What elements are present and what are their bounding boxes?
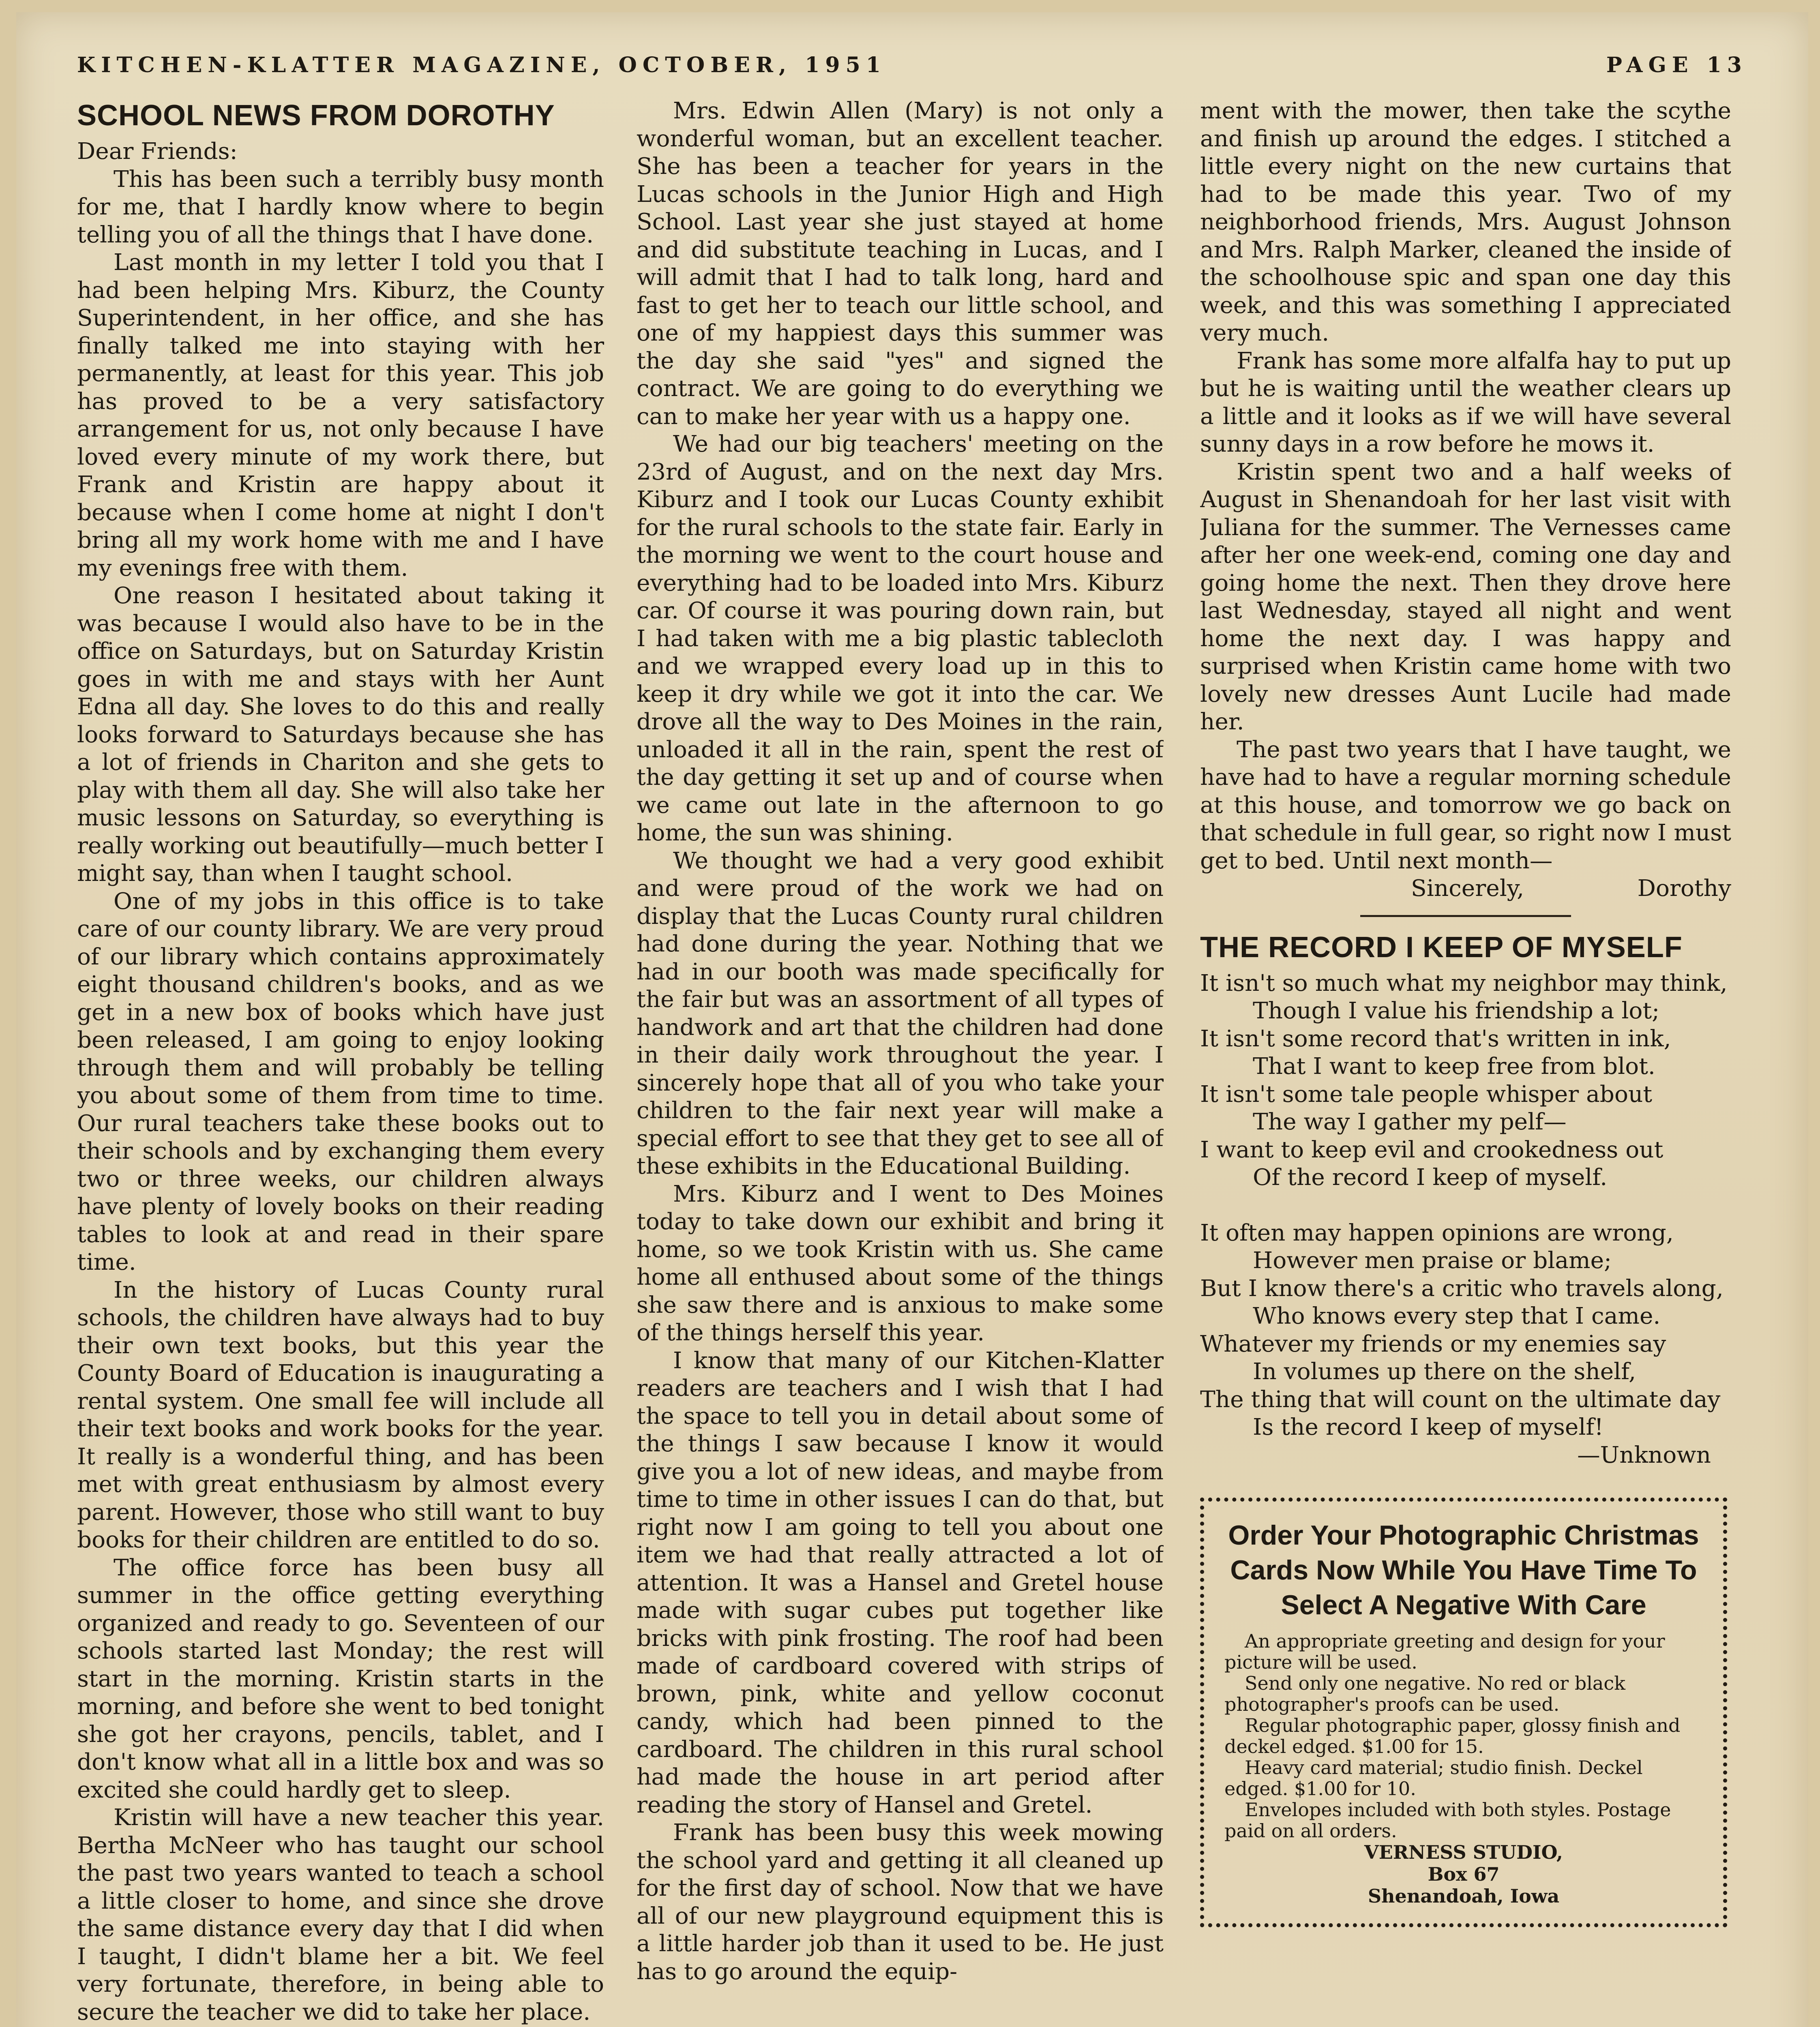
signoff bbox=[1200, 875, 1731, 903]
magazine-page bbox=[16, 12, 1808, 2027]
poem-line: But I know there's a critic who travels along, bbox=[1200, 1275, 1724, 1302]
studio-city: Shenandoah, Iowa bbox=[1368, 1885, 1560, 1907]
poem-line: Is the record I keep of myself! bbox=[1253, 1414, 1604, 1440]
ad-body bbox=[1224, 1631, 1703, 1841]
article-paragraph: Mrs. Edwin Allen (Mary) is not only a wonderful woman, but an excellent teacher. She has been a teacher for years in the Lucas schools in the Junior High and High School. Last year she just stayed at home and did substitute teaching in Lucas, and I will admit that I had to talk long, hard and fast to get her to teach our little school, and one of my happiest days this summer was the day she said "yes" and signed the contract. We are going to do everything we can to make her year with us a happy one. bbox=[637, 98, 1164, 430]
article-paragraph: Kristin spent two and a half weeks of August in Shenandoah for her last visit with Juliana for the summer. The Vernesses came after her one week-end, coming one day and going home the next. Then they drove here last Wednesday, stayed all night and went home the next day. I was happy and surprised when Kristin came home with two lovely new dresses Aunt Lucile had made her. bbox=[1200, 459, 1731, 735]
article-paragraph: In the history of Lucas County rural schools, the children have always had to buy their own text books, but this year the County Board of Education is inaugurating a rental system. One small fee will include all their text books and work books for the year. It really is a wonderful thing, and has been met with great enthusiasm by almost every parent. However, those who still want to buy books for their children are entitled to do so. bbox=[77, 1277, 604, 1553]
article-paragraph: Frank has some more alfalfa hay to put up but he is waiting until the weather clears up a little and it looks as if we will have several sunny days in a row before he mows it. bbox=[1200, 347, 1731, 457]
poem-line: The thing that will count on the ultimate day bbox=[1200, 1386, 1721, 1413]
poem-line: Whatever my friends or my enemies say bbox=[1200, 1331, 1666, 1357]
ad-line: Regular photographic paper, glossy finish and deckel edged. $1.00 for 15. bbox=[1224, 1714, 1681, 1757]
article-paragraph: Kristin will have a new teacher this year. Bertha McNeer who has taught our school the past two years wanted to teach a school a little closer to home, and since she drove the same distance every day that I did when I taught, I didn't blame her a bit. We feel very fortunate, therefore, in being able to secure the teacher we did to take her place. bbox=[77, 1804, 604, 2025]
article-paragraph: One reason I hesitated about taking it was because I would also have to be in the office on Saturdays, but on Saturday Kristin goes in with me and stays with her Aunt Edna all day. She loves to do this and really looks forward to Saturdays because she has a lot of friends in Chariton and she gets to play with them all day. She will also take her music lessons on Saturday, so everything is really working out beautifully—much better I might say, than when I taught school. bbox=[77, 583, 604, 887]
poem-line: It isn't so much what my neighbor may think, bbox=[1200, 970, 1728, 996]
article-continuation: ment with the mower, then take the scythe and finish up around the edges. I stitched a little every night on the new curtains that had to be made this year. Two of my neighborhood friends, Mrs. August Johnson and Mrs. Ralph Marker, cleaned the inside of the schoolhouse spic and span one day this week, and this was something I appreciated very much. bbox=[1200, 98, 1731, 346]
poem-line: That I want to keep free from blot. bbox=[1253, 1053, 1655, 1080]
poem-line: However men praise or blame; bbox=[1253, 1247, 1612, 1274]
signature: Dorothy bbox=[1637, 875, 1731, 902]
ad-line: Send only one negative. No red or black photographer's proofs can be used. bbox=[1224, 1672, 1625, 1715]
ad-line: Heavy card material; studio finish. Deckel edged. $1.00 for 10. bbox=[1224, 1757, 1643, 1800]
studio-advertisement bbox=[1200, 1498, 1727, 1927]
article-paragraph: This has been such a terribly busy month for me, that I hardly know where to begin telling you of all the things that I have done. bbox=[77, 166, 604, 248]
studio-address bbox=[1224, 1841, 1703, 1907]
studio-box: Box 67 bbox=[1428, 1863, 1500, 1885]
poem-line: Of the record I keep of myself. bbox=[1253, 1164, 1608, 1191]
article-paragraph: One of my jobs in this office is to take care of our county library. We are very proud of our library which contains approximately eight thousand children's books, and as we get in a new box of books which have just been released, I am going to enjoy looking through them and will probably be telling you about some of them from time to time. Our rural teachers take these books out to their schools and by exchanging them every two or three weeks, our children always have plenty of lovely books on their reading tables to look at and read in their spare time. bbox=[77, 888, 604, 1275]
article-title: SCHOOL NEWS FROM DOROTHY bbox=[77, 99, 555, 132]
magazine-masthead: KITCHEN-KLATTER MAGAZINE, OCTOBER, 1951 bbox=[77, 53, 886, 77]
article-paragraph: We had our big teachers' meeting on the 23rd of August, and on the next day Mrs. Kiburz and I took our Lucas County exhibit for the rural schools to the state fair. Early in the morning we went to the court house and everything had to be loaded into Mrs. Kiburz car. Of course it was pouring down rain, but I had taken with me a big plastic tablecloth and we wrapped every load up in this to keep it dry while we got it into the car. We drove all the way to Des Moines in the rain, unloaded it all in the rain, spent the rest of the day getting it set up and of course when we came out late in the afternoon to go home, the sun was shining. bbox=[637, 431, 1164, 846]
closing: Sincerely, bbox=[1411, 875, 1524, 902]
poem bbox=[1200, 970, 1731, 1442]
poem-line: It isn't some record that's written in ink, bbox=[1200, 1025, 1671, 1052]
article-paragraph: We thought we had a very good exhibit and were proud of the work we had on display that the Lucas County rural children had done during the year. Nothing that we had in our booth was made specifically for the fair but was an assortment of all types of handwork and art that the children had done in their daily work throughout the year. I sincerely hope that all of you who take your children to the fair next year will make a special effort to see that they get to see all of these exhibits in the Educational Building. bbox=[637, 847, 1164, 1179]
ad-line: An appropriate greeting and design for your picture will be used. bbox=[1224, 1630, 1665, 1673]
poem-line: It often may happen opinions are wrong, bbox=[1200, 1219, 1674, 1246]
article-paragraph: Last month in my letter I told you that I had been helping Mrs. Kiburz, the County Superintendent, in her office, and she has finally talked me into staying with her permanently, at least for this year. This job has proved to be a very satisfactory arrangement for us, not only because I have loved every minute of my work there, but Frank and Kristin are happy about it because when I come home at night I don't bring all my work home with me and I have my evenings free with them. bbox=[77, 249, 604, 581]
page-number: PAGE 13 bbox=[1606, 53, 1747, 77]
poem-line: The way I gather my pelf— bbox=[1253, 1109, 1567, 1135]
poem-line: Who knows every step that I came. bbox=[1253, 1303, 1661, 1329]
poem-title: THE RECORD I KEEP OF MYSELF bbox=[1200, 931, 1683, 964]
ad-line: Envelopes included with both styles. Postage paid on all orders. bbox=[1224, 1799, 1671, 1842]
article-paragraph: Mrs. Kiburz and I went to Des Moines today to take down our exhibit and bring it home, so we took Kristin with us. She came home all enthused about some of the things she saw there and is anxious to make some of the things herself this year. bbox=[637, 1181, 1164, 1346]
article-paragraph: The office force has been busy all summer in the office getting everything organized and ready to go. Seventeen of our schools started last Monday; the rest will start in the morning. Kristin starts in the morning, and before she went to bed tonight she got her crayons, pencils, tablet, and I don't know what all in a little box and was so excited she could hardly get to sleep. bbox=[77, 1554, 604, 1803]
ad-headline: Order Your Photographic Christmas Cards Now While You Have Time To Select A Negative With Care bbox=[1228, 1520, 1699, 1620]
studio-name: VERNESS STUDIO, bbox=[1364, 1841, 1563, 1863]
salutation: Dear Friends: bbox=[77, 138, 238, 165]
column-3 bbox=[1200, 97, 1731, 2027]
poem-line: It isn't some tale people whisper about bbox=[1200, 1081, 1653, 1108]
poem-line: In volumes up there on the shelf, bbox=[1253, 1358, 1636, 1385]
article-paragraph: The past two years that I have taught, we have had to have a regular morning schedule at this house, and tomorrow we go back on that schedule in full gear, so right now I must get to bed. Until next month— bbox=[1200, 736, 1731, 874]
poem-line: I want to keep evil and crookedness out bbox=[1200, 1136, 1664, 1163]
poem-author: —Unknown bbox=[1577, 1442, 1711, 1468]
page-header bbox=[77, 53, 1747, 85]
stanza-break bbox=[1200, 1192, 1731, 1219]
article-paragraph: I know that many of our Kitchen-Klatter readers are teachers and I wish that I had the space to tell you in detail about some of the things I saw because I know it would give you a lot of new ideas, and maybe from time to time in other issues I can do that, but right now I am going to tell you about one item we had that really attracted a lot of attention. It was a Hansel and Gretel house made with sugar cubes put together like bricks with pink frosting. The roof had been made of cardboard covered with strips of brown, pink, white and yellow coconut candy, which had been pinned to the cardboard. The children in this rural school had made the house in art period after reading the story of Hansel and Gretel. bbox=[637, 1347, 1164, 1818]
section-divider bbox=[1360, 915, 1571, 917]
column-1 bbox=[77, 97, 604, 2027]
article-paragraph: Frank has been busy this week mowing the school yard and getting it all cleaned up for the first day of school. Now that we have all of our new playground equipment this is a little harder job than it used to be. He just has to go around the equip- bbox=[637, 1819, 1164, 1985]
column-2 bbox=[637, 97, 1164, 2027]
poem-line: Though I value his friendship a lot; bbox=[1253, 998, 1660, 1024]
